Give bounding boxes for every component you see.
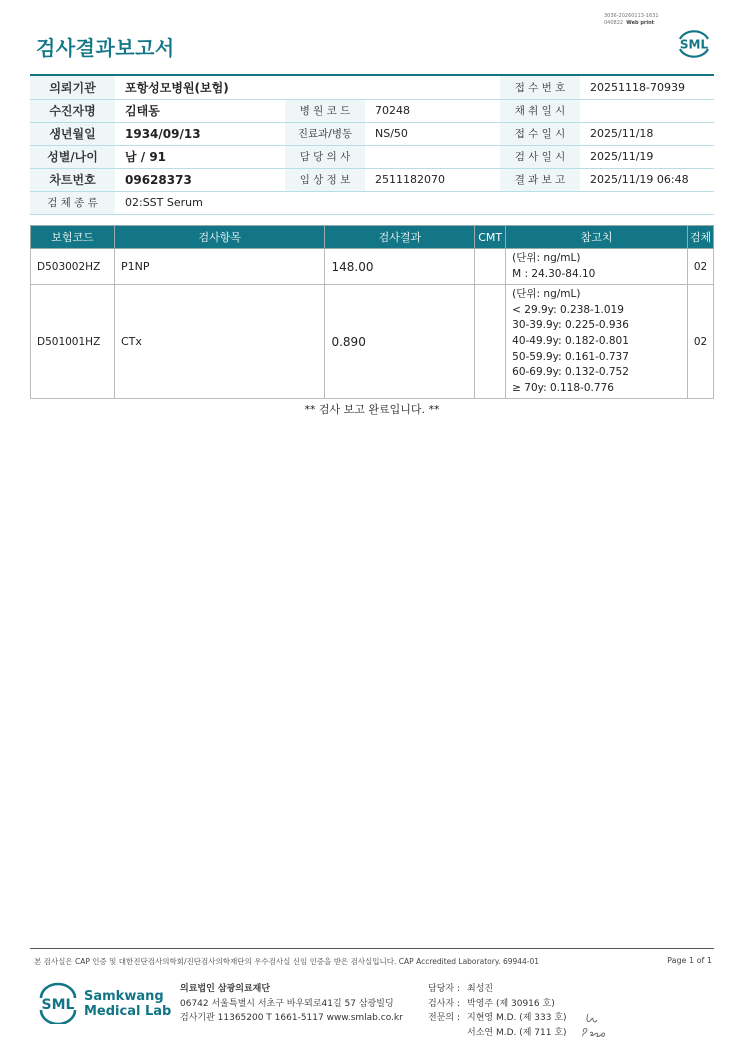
info-row — [30, 99, 714, 122]
results-table — [30, 225, 714, 399]
logo-text: SML — [679, 37, 709, 52]
info-row — [30, 76, 714, 99]
reference-range — [506, 249, 688, 285]
organization-info — [180, 982, 403, 1026]
reference-range — [506, 285, 688, 399]
staff-row — [428, 1011, 567, 1026]
document-id-line1: 3036-20260113-1631 — [604, 13, 659, 19]
signature-image — [578, 1010, 610, 1040]
test-item: P1NP — [114, 249, 325, 285]
insurance-code: D501001HZ — [31, 285, 115, 399]
patient-info-table — [30, 76, 714, 215]
label-patient-name: 수진자명 — [30, 99, 115, 122]
staff-role: 담당자 : — [428, 984, 460, 994]
header-cmt: CMT — [475, 226, 506, 249]
specimen-type: 02:SST Serum — [115, 191, 714, 214]
attending-physician — [365, 145, 500, 168]
specimen-code: 02 — [688, 285, 714, 399]
header-reference: 참고치 — [506, 226, 688, 249]
brand-line1: Samkwang — [84, 989, 164, 1004]
info-row — [30, 122, 714, 145]
brand-line2: Medical Lab — [84, 1004, 172, 1019]
logo-text: SML — [41, 997, 75, 1013]
reference-line: 50-59.9y: 0.161-0.737 — [512, 350, 629, 363]
requesting-institution: 포항성모병원(보험) — [115, 76, 500, 99]
clinical-info: 2511182070 — [365, 168, 500, 191]
reference-line: ≥ 70y: 0.118-0.776 — [512, 381, 614, 394]
label-sex-age: 성별/나이 — [30, 145, 115, 168]
hospital-code: 70248 — [365, 99, 500, 122]
label-hospital-code: 병 원 코 드 — [285, 99, 365, 122]
document-id — [604, 13, 659, 26]
specimen-code: 02 — [688, 249, 714, 285]
collection-datetime — [580, 99, 714, 122]
reference-line: 40-49.9y: 0.182-0.801 — [512, 334, 629, 347]
patient-name: 김태동 — [115, 99, 285, 122]
staff-name: 박영주 (제 30916 호) — [467, 998, 555, 1009]
label-result-report: 결 과 보 고 — [500, 168, 580, 191]
samkwang-logo-icon — [36, 982, 80, 1024]
label-chart-number: 차트번호 — [30, 168, 115, 191]
label-department-ward: 진료과/병동 — [285, 122, 365, 145]
label-receipt-datetime: 접 수 일 시 — [500, 122, 580, 145]
staff-row — [428, 997, 567, 1012]
reference-line: < 29.9y: 0.238-1.019 — [512, 303, 624, 316]
header-test-result: 검사결과 — [325, 226, 475, 249]
staff-name: 서소연 M.D. (제 711 호) — [467, 1027, 567, 1038]
reference-line: 60-69.9y: 0.132-0.752 — [512, 366, 629, 379]
comment — [475, 285, 506, 399]
organization-contact: 검사기관 11365200 T 1661-5117 www.smlab.co.kr — [180, 1013, 403, 1023]
receipt-datetime: 2025/11/18 — [580, 122, 714, 145]
department-ward: NS/50 — [365, 122, 500, 145]
label-test-datetime: 검 사 일 시 — [500, 145, 580, 168]
birth-date: 1934/09/13 — [115, 122, 285, 145]
test-item: CTx — [114, 285, 325, 399]
header-insurance-code: 보험코드 — [31, 226, 115, 249]
reference-line: 30-39.9y: 0.225-0.936 — [512, 319, 629, 332]
label-collection-datetime: 채 취 일 시 — [500, 99, 580, 122]
label-requesting-institution: 의뢰기관 — [30, 76, 115, 99]
staff-row — [428, 1026, 567, 1041]
results-header-row — [31, 226, 714, 249]
page-number: Page 1 of 1 — [667, 956, 712, 965]
staff-name: 지현영 M.D. (제 333 호) — [467, 1013, 567, 1023]
label-specimen-type: 검 체 종 류 — [30, 191, 115, 214]
sex-age: 남 / 91 — [115, 145, 285, 168]
table-row — [31, 249, 714, 285]
header-specimen: 검체 — [688, 226, 714, 249]
label-birth-date: 생년월일 — [30, 122, 115, 145]
accreditation-note: 본 검사실은 CAP 인증 및 대한진단검사의학회/진단검사의학재단의 우수검사실 신임 인증을 받은 검사실입니다. CAP Accredited Laboratory. 69944-01 — [34, 957, 540, 966]
staff-name: 최성진 — [467, 984, 494, 994]
staff-info — [428, 982, 567, 1040]
reference-line: (단위: ng/mL) — [512, 252, 581, 264]
web-print-label: Web print — [626, 19, 655, 26]
info-row — [30, 145, 714, 168]
document-id-line2: 040822 — [604, 19, 624, 26]
header-test-item: 검사항목 — [114, 226, 325, 249]
brand-name — [84, 989, 171, 1019]
sml-logo-icon — [674, 25, 714, 61]
label-receipt-number: 접 수 번 호 — [500, 76, 580, 99]
test-datetime: 2025/11/19 — [580, 145, 714, 168]
label-attending-physician: 담 당 의 사 — [285, 145, 365, 168]
comment — [475, 249, 506, 285]
table-row — [31, 285, 714, 399]
reference-line: (단위: ng/mL) — [512, 288, 581, 301]
report-complete-note: ** 검사 보고 완료입니다. ** — [304, 403, 440, 416]
staff-role: 전문의 : — [428, 1013, 460, 1023]
test-result: 148.00 — [325, 249, 475, 285]
organization-name: 의료법인 삼광의료재단 — [180, 984, 271, 994]
insurance-code: D503002HZ — [31, 249, 115, 285]
info-row — [30, 191, 714, 214]
reference-line: M : 24.30-84.10 — [512, 267, 596, 280]
page-title: 검사결과보고서 — [36, 36, 175, 60]
chart-number: 09628373 — [115, 168, 285, 191]
organization-address: 06742 서울특별시 서초구 바우뫼로41길 57 삼광빌딩 — [180, 998, 394, 1009]
test-result: 0.890 — [325, 285, 475, 399]
staff-row — [428, 982, 567, 997]
info-row — [30, 168, 714, 191]
receipt-number: 20251118-70939 — [580, 76, 714, 99]
label-clinical-info: 임 상 정 보 — [285, 168, 365, 191]
result-report-datetime: 2025/11/19 06:48 — [580, 168, 714, 191]
footer-rule — [30, 948, 714, 949]
staff-role: 검사자 : — [428, 998, 460, 1009]
